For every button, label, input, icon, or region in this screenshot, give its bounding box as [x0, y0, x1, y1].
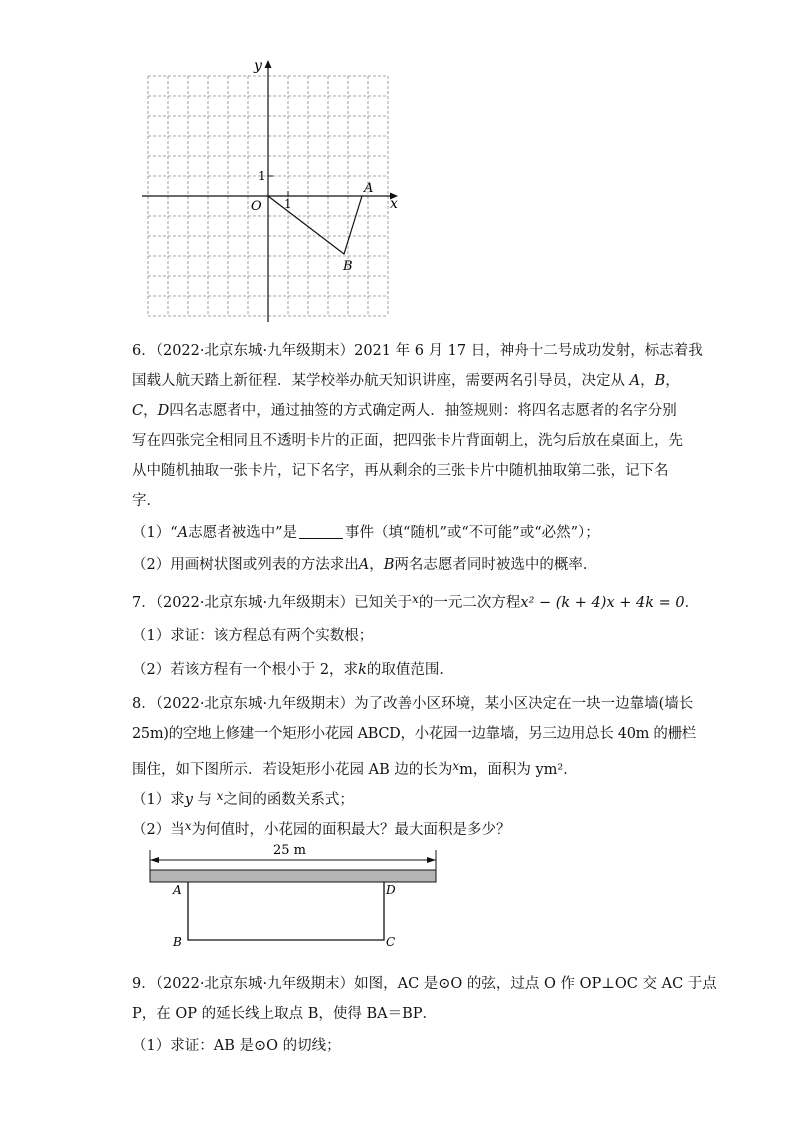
q7-part-2: （2）若该方程有一个根小于 2，求k的取值范围．: [132, 662, 454, 678]
q9-line-2: P，在 OP 的延长线上取点 B，使得 BA＝BP．: [132, 1006, 438, 1022]
label-d: D: [386, 883, 396, 897]
q8-line-2: 25m)的空地上修建一个矩形小花园 ABCD，小花园一边靠墙，另三边用总长 40m 的栅栏: [132, 726, 696, 742]
garden-figure: [140, 838, 450, 950]
coordinate-figure: [140, 56, 410, 326]
wall: [150, 870, 436, 882]
q6-line-3: C，D四名志愿者中，通过抽签的方式确定两人．抽签规则：将四名志愿者的名字分别: [132, 403, 677, 419]
q9-part-1: （1）求证：AB 是⊙O 的切线；: [132, 1038, 341, 1054]
q7-line-1: 7．（2022·北京东城·九年级期末）已知关于$^x$的一元二次方程x² − (k + 4)x + 4k = 0．: [132, 592, 700, 611]
label-c: C: [386, 935, 396, 949]
triangle-oab: [268, 196, 362, 254]
q7-part-1: （1）求证：该方程总有两个实数根；: [132, 628, 374, 644]
q8-part-1: （1）求y 与 $^x$之间的函数关系式；: [132, 789, 354, 808]
q8-part-2: （2）当$^x$为何值时，小花园的面积最大？最大面积是多少？: [132, 819, 511, 838]
answer-blank[interactable]: [299, 524, 343, 539]
y-axis-label: y: [254, 58, 262, 74]
q6-line-2: 国载人航天踏上新征程．某学校举办航天知识讲座，需要两名引导员，决定从 A，B，: [132, 373, 680, 389]
point-b-label: B: [343, 259, 353, 274]
wall-length-label: 25 m: [273, 843, 307, 858]
point-a-label: A: [364, 181, 374, 196]
origin-label: O: [251, 199, 262, 214]
tick-label-x: 1: [284, 197, 292, 211]
y-axis-arrow: [265, 60, 272, 68]
q6-line-4: 写在四张完全相同且不透明卡片的正面，把四张卡片背面朝上，洗匀后放在桌面上，先: [132, 433, 683, 449]
label-a: A: [173, 883, 182, 897]
q6-part-1: （1）“A志愿者被选中”是 事件（填“随机”或“不可能”或“必然”）；: [132, 525, 600, 541]
q6-line-5: 从中随机抽取一张卡片，记下名字，再从剩余的三张卡片中随机抽取第二张，记下名: [132, 463, 669, 479]
q6-line-1: 6．（2022·北京东城·九年级期末）2021 年 6 月 17 日，神舟十二号成功发射，标志着我: [132, 343, 703, 359]
equation: x² − (k + 4)x + 4k = 0: [520, 595, 685, 611]
q9-line-1: 9．（2022·北京东城·九年级期末）如图，AC 是⊙O 的弦，过点 O 作 OP⊥OC 交 AC 于点: [132, 976, 717, 992]
garden-rectangle: [188, 882, 384, 940]
x-axis-label: x: [390, 196, 398, 212]
q8-line-1: 8．（2022·北京东城·九年级期末）为了改善小区环境，某小区决定在一块一边靠墙(墙长: [132, 696, 694, 712]
dimension-arrow-right: [427, 857, 436, 863]
q6-part-2: （2）用画树状图或列表的方法求出A，B两名志愿者同时被选中的概率．: [132, 557, 598, 573]
tick-label-y: 1: [258, 169, 266, 183]
label-b: B: [173, 935, 182, 949]
q6-line-6: 字．: [132, 493, 161, 509]
q8-line-3: 围住，如下图所示．若设矩形小花园 AB 边的长为$^x$m，面积为 ym²．: [132, 759, 578, 778]
dimension-arrow-left: [150, 857, 159, 863]
